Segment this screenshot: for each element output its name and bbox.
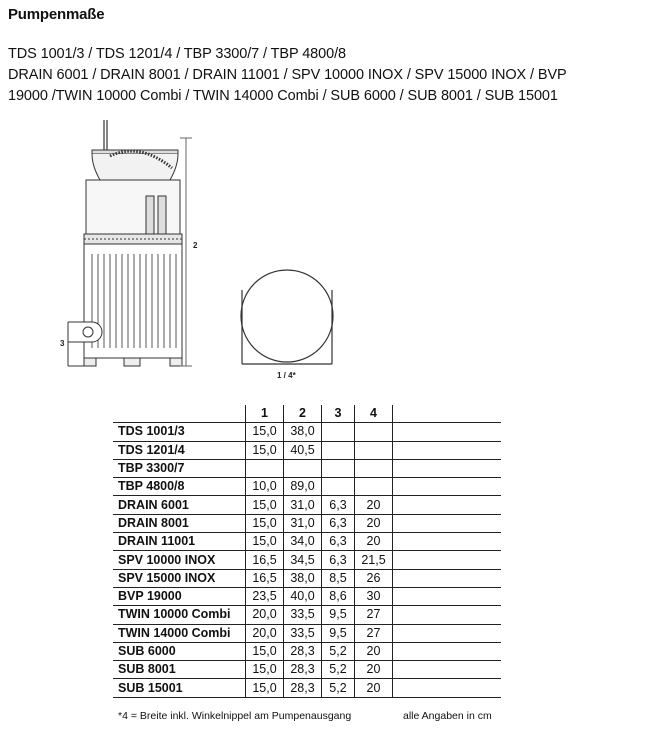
dimension-cell: 38,0 bbox=[284, 569, 322, 587]
model-list-line: DRAIN 6001 / DRAIN 8001 / DRAIN 11001 / SPV 10000 INOX / SPV 15000 INOX / BVP bbox=[8, 67, 567, 83]
pump-model-cell: TWIN 10000 Combi bbox=[113, 606, 246, 624]
page-title: Pumpenmaße bbox=[8, 6, 105, 23]
dimension-cell: 20,0 bbox=[246, 606, 284, 624]
table-row bbox=[113, 514, 501, 532]
pump-top-view bbox=[241, 270, 333, 364]
dimension-cell bbox=[355, 441, 393, 459]
dimension-cell bbox=[355, 423, 393, 441]
dimension-cell bbox=[322, 423, 355, 441]
pump-model-cell: SUB 6000 bbox=[113, 642, 246, 660]
dimension-cell: 9,5 bbox=[322, 624, 355, 642]
table-header-cell: 2 bbox=[284, 405, 322, 423]
pump-side-view bbox=[68, 120, 192, 366]
table-row bbox=[113, 459, 501, 477]
pump-model-cell: SPV 10000 INOX bbox=[113, 551, 246, 569]
dimension-cell: 8,5 bbox=[322, 569, 355, 587]
dimension-cell: 89,0 bbox=[284, 478, 322, 496]
dimension-cell: 31,0 bbox=[284, 496, 322, 514]
dimension-cell: 10,0 bbox=[246, 478, 284, 496]
dimension-cell: 27 bbox=[355, 606, 393, 624]
dimensions-table bbox=[113, 405, 501, 698]
pump-model-cell: DRAIN 6001 bbox=[113, 496, 246, 514]
dimension-cell: 31,0 bbox=[284, 514, 322, 532]
dimension-cell: 8,6 bbox=[322, 587, 355, 605]
dimension-cell bbox=[393, 661, 502, 679]
footnote: *4 = Breite inkl. Winkelnippel am Pumpenausgang bbox=[118, 710, 352, 722]
table-row bbox=[113, 606, 501, 624]
dimension-cell bbox=[393, 642, 502, 660]
pump-model-cell: SUB 8001 bbox=[113, 661, 246, 679]
dimension-cell: 6,3 bbox=[322, 551, 355, 569]
dimension-cell bbox=[355, 459, 393, 477]
dimension-cell: 20 bbox=[355, 496, 393, 514]
table-row bbox=[113, 624, 501, 642]
dimension-cell bbox=[393, 441, 502, 459]
dimension-cell: 27 bbox=[355, 624, 393, 642]
dimension-cell bbox=[284, 459, 322, 477]
dimension-cell: 6,3 bbox=[322, 514, 355, 532]
dimension-cell: 20 bbox=[355, 661, 393, 679]
dimension-cell: 5,2 bbox=[322, 679, 355, 697]
pump-model-cell: SPV 15000 INOX bbox=[113, 569, 246, 587]
dimension-cell bbox=[246, 459, 284, 477]
model-list bbox=[8, 44, 638, 107]
dimension-cell: 5,2 bbox=[322, 661, 355, 679]
pump-model-cell: BVP 19000 bbox=[113, 587, 246, 605]
dimension-cell: 20 bbox=[355, 514, 393, 532]
dimension-label-height: 2 bbox=[193, 241, 198, 250]
dimension-cell: 40,5 bbox=[284, 441, 322, 459]
table-row bbox=[113, 441, 501, 459]
table-row bbox=[113, 569, 501, 587]
model-list-line: TDS 1001/3 / TDS 1201/4 / TBP 3300/7 / TBP 4800/8 bbox=[8, 46, 346, 62]
dimension-cell: 33,5 bbox=[284, 606, 322, 624]
dimension-cell: 15,0 bbox=[246, 661, 284, 679]
table-row bbox=[113, 642, 501, 660]
dimension-cell: 16,5 bbox=[246, 569, 284, 587]
table-row bbox=[113, 423, 501, 441]
table-row bbox=[113, 551, 501, 569]
table-header-cell bbox=[393, 405, 502, 423]
table-header-cell: 4 bbox=[355, 405, 393, 423]
dimension-cell: 15,0 bbox=[246, 533, 284, 551]
dimension-cell bbox=[393, 679, 502, 697]
pump-model-cell: DRAIN 11001 bbox=[113, 533, 246, 551]
dimension-cell: 34,5 bbox=[284, 551, 322, 569]
dimension-cell: 20 bbox=[355, 642, 393, 660]
dimension-cell bbox=[393, 514, 502, 532]
table-header-cell: 3 bbox=[322, 405, 355, 423]
dimension-cell: 20 bbox=[355, 533, 393, 551]
dimension-cell bbox=[393, 551, 502, 569]
dimension-cell bbox=[393, 606, 502, 624]
table-header-cell bbox=[113, 405, 246, 423]
pump-model-cell: TBP 3300/7 bbox=[113, 459, 246, 477]
dimension-cell: 21,5 bbox=[355, 551, 393, 569]
dimension-cell: 28,3 bbox=[284, 679, 322, 697]
dimension-cell bbox=[393, 423, 502, 441]
dimension-cell: 15,0 bbox=[246, 642, 284, 660]
dimension-cell: 30 bbox=[355, 587, 393, 605]
dimension-cell: 6,3 bbox=[322, 533, 355, 551]
pump-model-cell: TBP 4800/8 bbox=[113, 478, 246, 496]
table-header-row bbox=[113, 405, 501, 423]
table-row bbox=[113, 478, 501, 496]
dimension-cell: 16,5 bbox=[246, 551, 284, 569]
dimension-cell: 34,0 bbox=[284, 533, 322, 551]
pump-model-cell: SUB 15001 bbox=[113, 679, 246, 697]
dimension-cell bbox=[393, 587, 502, 605]
dimension-cell: 6,3 bbox=[322, 496, 355, 514]
dimension-cell: 33,5 bbox=[284, 624, 322, 642]
dimension-cell bbox=[393, 624, 502, 642]
dimension-cell: 20 bbox=[355, 679, 393, 697]
table-body bbox=[113, 423, 501, 697]
dimension-cell: 15,0 bbox=[246, 441, 284, 459]
dimension-cell: 5,2 bbox=[322, 642, 355, 660]
pump-model-cell: TDS 1001/3 bbox=[113, 423, 246, 441]
table-header-cell: 1 bbox=[246, 405, 284, 423]
table-row bbox=[113, 496, 501, 514]
pump-dimension-drawing bbox=[0, 120, 360, 390]
dimension-cell bbox=[393, 533, 502, 551]
dimension-cell bbox=[322, 441, 355, 459]
table-row bbox=[113, 533, 501, 551]
pump-model-cell: TDS 1201/4 bbox=[113, 441, 246, 459]
units-note: alle Angaben in cm bbox=[403, 710, 492, 722]
dimension-cell: 40,0 bbox=[284, 587, 322, 605]
dimension-cell: 20,0 bbox=[246, 624, 284, 642]
table-row bbox=[113, 587, 501, 605]
table-row bbox=[113, 661, 501, 679]
dimension-cell: 28,3 bbox=[284, 661, 322, 679]
dimension-cell: 15,0 bbox=[246, 423, 284, 441]
pump-model-cell: DRAIN 8001 bbox=[113, 514, 246, 532]
dimension-cell: 15,0 bbox=[246, 679, 284, 697]
dimension-cell: 26 bbox=[355, 569, 393, 587]
dimension-cell bbox=[393, 459, 502, 477]
table-row bbox=[113, 679, 501, 697]
dimension-label-outlet: 3 bbox=[60, 339, 65, 348]
dimension-cell: 23,5 bbox=[246, 587, 284, 605]
dimension-cell bbox=[393, 478, 502, 496]
dimension-cell: 15,0 bbox=[246, 496, 284, 514]
dimension-cell bbox=[393, 569, 502, 587]
dimension-cell: 15,0 bbox=[246, 514, 284, 532]
dimension-cell bbox=[393, 496, 502, 514]
dimension-cell bbox=[322, 459, 355, 477]
dimension-cell: 38,0 bbox=[284, 423, 322, 441]
pump-model-cell: TWIN 14000 Combi bbox=[113, 624, 246, 642]
dimension-cell: 28,3 bbox=[284, 642, 322, 660]
dimension-cell: 9,5 bbox=[322, 606, 355, 624]
dimension-label-width: 1 / 4* bbox=[277, 371, 296, 380]
dimension-cell bbox=[355, 478, 393, 496]
model-list-line: 19000 /TWIN 10000 Combi / TWIN 14000 Combi / SUB 6000 / SUB 8001 / SUB 15001 bbox=[8, 88, 558, 104]
dimension-cell bbox=[322, 478, 355, 496]
